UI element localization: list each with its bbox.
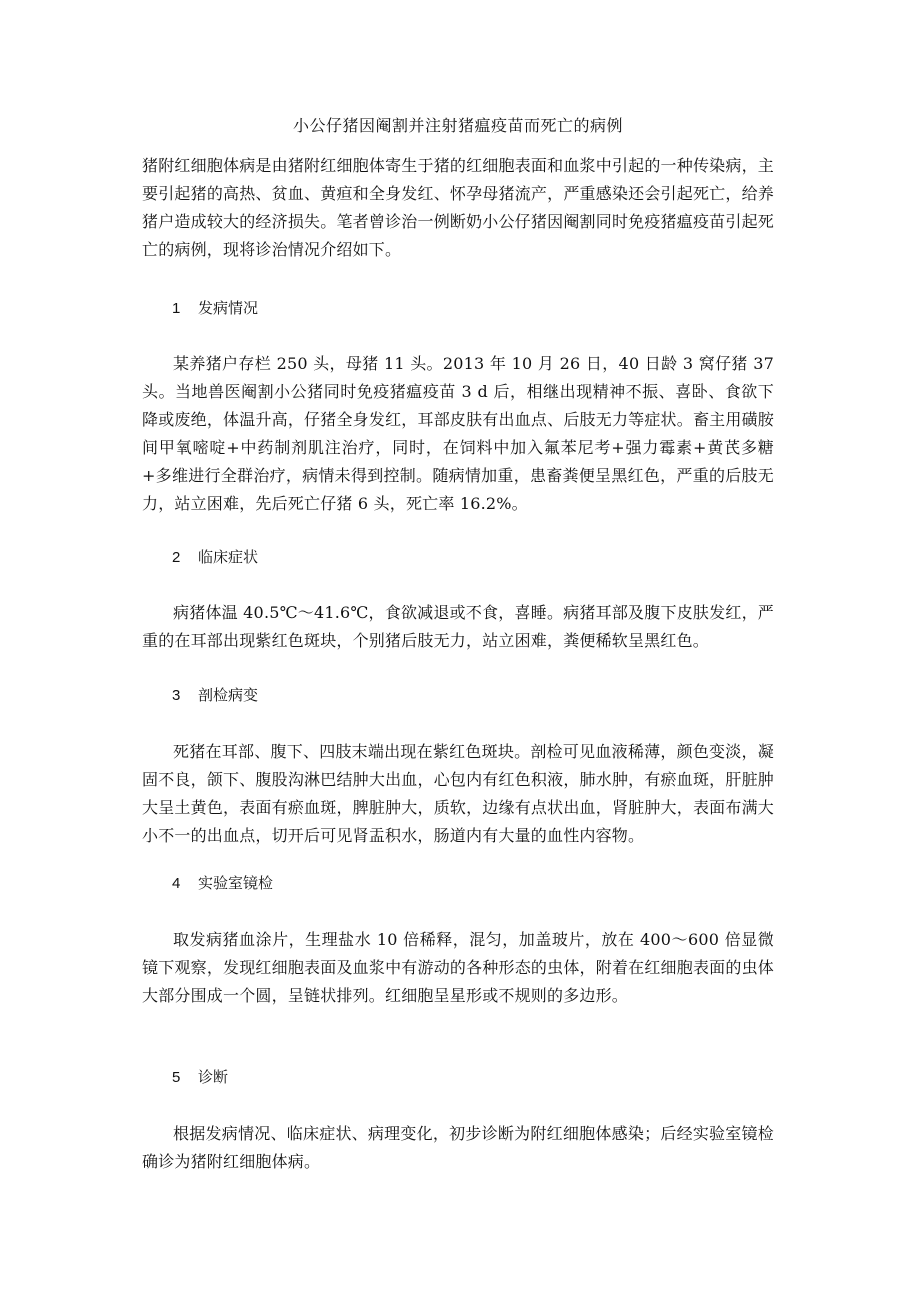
section-title: 剖检病变: [198, 686, 259, 704]
section-number: 5: [172, 1069, 181, 1086]
section-number: 2: [172, 549, 181, 566]
section-title: 实验室镜检: [198, 874, 274, 892]
intro-paragraph: 猪附红细胞体病是由猪附红细胞体寄生于猪的红细胞表面和血浆中引起的一种传染病，主要引起猪的高热、贫血、黄疸和全身发红、怀孕母猪流产，严重感染还会引起死亡，给养猪户造成较大的经济损失。笔者曾诊治一例断奶小公仔猪因阉割同时免疫猪瘟疫苗引起死亡的病例，现将诊治情况介绍如下。: [142, 156, 774, 259]
section-body-5: 根据发病情况、临床症状、病理变化，初步诊断为附红细胞体感染；后经实验室镜检确诊为猪附红细胞体病。: [142, 1124, 774, 1171]
section-body-2: 病猪体温 40.5℃～41.6℃，食欲减退或不食，喜睡。病猪耳部及腹下皮肤发红，严重的在耳部出现紫红色斑块，个别猪后肢无力，站立困难，粪便稀软呈黑红色。: [142, 603, 774, 650]
section-heading-2: [172, 545, 258, 570]
section-number: 1: [172, 300, 181, 317]
section-title: 临床症状: [198, 548, 259, 566]
section-heading-5: [172, 1065, 228, 1090]
section-number: 4: [172, 875, 181, 892]
section-heading-3: [172, 683, 258, 708]
section-heading-1: [172, 296, 258, 321]
section-body-1: 某养猪户存栏 250 头，母猪 11 头。2013 年 10 月 26 日，40 日龄 3 窝仔猪 37 头。当地兽医阉割小公猪同时免疫猪瘟疫苗 3 d 后，相继出现精神不振、喜卧、食欲下降或废绝，体温升高，仔猪全身发红，耳部皮肤有出血点、后肢无力等症状。畜主用磺胺间甲氧嘧啶+中药制剂肌注治疗，同时，在饲料中加入氟苯尼考+强力霉素+黄芪多糖+多维进行全群治疗，病情未得到控制。随病情加重，患畜粪便呈黑红色，严重的后肢无力，站立困难，先后死亡仔猪 6 头，死亡率 16.2%。: [142, 354, 774, 513]
section-number: 3: [172, 687, 181, 704]
document-title: 小公仔猪因阉割并注射猪瘟疫苗而死亡的病例: [292, 116, 623, 135]
section-title: 发病情况: [198, 299, 259, 317]
section-body-3: 死猪在耳部、腹下、四肢末端出现在紫红色斑块。剖检可见血液稀薄，颜色变淡，凝固不良，颌下、腹股沟淋巴结肿大出血，心包内有红色积液，肺水肿，有瘀血斑，肝脏肿大呈土黄色，表面有瘀血斑，脾脏肿大，质软，边缘有点状出血，肾脏肿大，表面布满大小不一的出血点，切开后可见肾盂积水，肠道内有大量的血性内容物。: [142, 742, 774, 845]
section-title: 诊断: [198, 1068, 229, 1086]
section-body-4: 取发病猪血涂片，生理盐水 10 倍稀释，混匀，加盖玻片，放在 400～600 倍显微镜下观察，发现红细胞表面及血浆中有游动的各种形态的虫体，附着在红细胞表面的虫体大部分围成一个圆，呈链状排列。红细胞呈星形或不规则的多边形。: [142, 930, 774, 1005]
section-heading-4: [172, 871, 273, 896]
